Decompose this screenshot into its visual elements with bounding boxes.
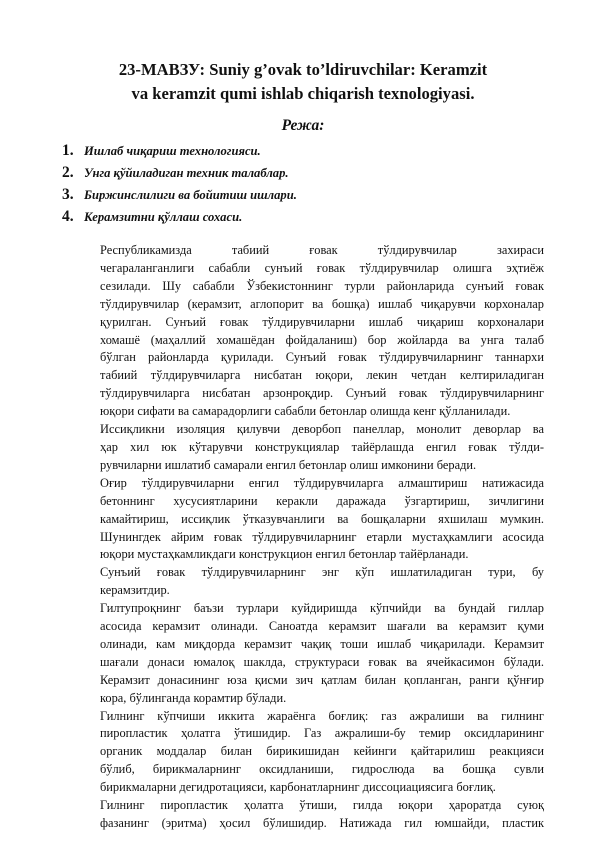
text-line: сезилади. Шу сабабли Ўзбекистоннинг турли районларида сунъий ғовак	[100, 278, 544, 293]
text-line: қурилган. Сунъий ғовак тўлдирувчиларни ишлаб чиқариш корхоналари	[100, 314, 544, 329]
title-line-2: va keramzit qumi ishlab chiqarish texnologiyasi.	[131, 84, 475, 103]
text-line: органик моддалар билан бирикишидан кейинги қайтарилиш реакцияси	[100, 744, 544, 759]
text-line: тўлдирувчилар (керамзит, аглопорит ва бошқа) ишлаб чиқарувчи корхоналар	[100, 296, 544, 311]
paragraph	[62, 797, 544, 833]
plan-list	[62, 140, 544, 228]
plan-item-number: 4.	[62, 208, 74, 225]
text-line: хомашё (маҳаллий хомашёдан фойдаланиш) бор жойларда ва унга талаб	[100, 332, 544, 347]
plan-item-text: Биржинслилиги ва бойитиш ишлари.	[84, 188, 297, 202]
text-line: асосида керамзит олинади. Саноатда керамзит шағали ва керамзит қуми	[100, 619, 544, 634]
text-line: кора, бўлинганда корамтир бўлади.	[100, 690, 287, 705]
paragraph	[62, 242, 544, 421]
text-line: Республикамизда табиий ғовак тўлдирувчилар захираси	[100, 243, 544, 257]
text-line: бирикмаларни дегидротацияси, карбонатларнинг диссоциациясига боғлиқ.	[100, 780, 496, 795]
text-line: Гилтупроқнинг баъзи турлари куйдиришда кўпчийди ва бундай гиллар	[100, 601, 544, 616]
text-line: керамзитдир.	[100, 583, 170, 598]
plan-item-text: Керамзитни қўллаш сохаси.	[84, 210, 243, 224]
paragraph	[62, 708, 544, 798]
paragraph	[62, 600, 544, 707]
paragraph	[62, 421, 544, 475]
title-line-1: 23-МАВЗУ: Suniy g’ovak to’ldiruvchilar: Keramzit	[118, 60, 488, 79]
text-line: юқори мустаҳкамликдаги конструкцион енгил бетонлар тайёрланади.	[100, 547, 469, 562]
text-line: Керамзит донасининг юза қисми зич қатлам билан қопланган, ранги қўнғир	[100, 672, 544, 687]
text-line: бўлган районларда қурилади. Сунъий ғовак тўлдирувчиларнинг таннархи	[100, 350, 544, 365]
text-line: бўлиб, бирикмаларнинг оксидланиши, гидрослюда ва бошқа сувли	[100, 762, 544, 777]
plan-item-number: 3.	[62, 186, 74, 203]
document-title	[62, 58, 544, 106]
text-line: рувчиларни ишлатиб самарали енгил бетонлар олиш имконини беради.	[100, 457, 477, 472]
text-line: юқори сифати ва самарадорлиги сабабли бетонлар олишда кенг қўлланилади.	[100, 404, 511, 419]
plan-heading: Режа:	[281, 117, 325, 134]
text-line: ҳар хил юк кўтарувчи конструкциялар тайёрлашда енгил ғовак тўлди-	[100, 439, 544, 454]
body-text	[62, 242, 544, 833]
plan-item-text: Ишлаб чиқариш технологияси.	[84, 144, 261, 158]
text-line: табиий тўлдирувчиларга нисбатан юқори, лекин четдан келтириладиган	[100, 368, 544, 383]
text-line: Гилнинг кўпчиши иккита жараёнга боғлиқ: газ ажралиши ва гилнинг	[100, 708, 544, 723]
text-line: Иссиқликни изоляция қилувчи деворбоп панеллар, монолит деворлар ва	[100, 422, 544, 437]
plan-item-number: 1.	[62, 142, 74, 159]
text-line: фазанинг (эритма) ҳосил бўлишидир. Натижада гил юмшайди, пластик	[100, 816, 544, 830]
text-line: чегараланганлиги сабабли сунъий ғовак тўлдирувчилар олишга эҳтиёж	[100, 260, 544, 275]
text-line: Сунъий ғовак тўлдирувчиларнинг энг кўп ишлатиладиган тури, бу	[100, 565, 544, 580]
plan-item-text: Унга қўйиладиган техник талаблар.	[84, 166, 289, 180]
text-line: бетоннинг хусусиятларини керакли даражада ўзгартириш, зичлигини	[100, 493, 544, 508]
text-line: олинади, кам миқдорда керамзит чақиқ тоши ишлаб чиқарилади. Керамзит	[100, 636, 544, 651]
text-line: камайтириш, иссиқлик ўтказувчанлиги ва бошқаларни яхшилаш мумкин.	[100, 511, 544, 526]
plan-item	[62, 140, 544, 162]
plan-item	[62, 184, 544, 206]
text-line: Оғир тўлдирувчиларни енгил тўлдирувчиларга алмаштириш натижасида	[100, 475, 544, 490]
text-line: шағали донаси юмалоқ шаклда, структураси ғовак ва ячейкасимон бўлади.	[100, 654, 544, 669]
text-line: пиропластик ҳолатга ўтишидир. Газ ажралиши-бу темир оксидларининг	[100, 726, 544, 741]
text-line: Гилнинг пиропластик ҳолатга ўтиши, гилда юқори ҳароратда суюқ	[100, 798, 544, 813]
paragraph	[62, 564, 544, 600]
text-line: тўлдирувчиларга нисбатан арзонроқдир. Сунъий ғовак тўлдирувчиларнинг	[100, 386, 544, 401]
plan-item	[62, 162, 544, 184]
plan-item-number: 2.	[62, 164, 74, 181]
plan-item	[62, 206, 544, 228]
paragraph	[62, 475, 544, 565]
text-line: Шунингдек айрим ғовак тўлдирувчиларнинг етарли мустаҳкамлиги асосида	[100, 529, 544, 544]
